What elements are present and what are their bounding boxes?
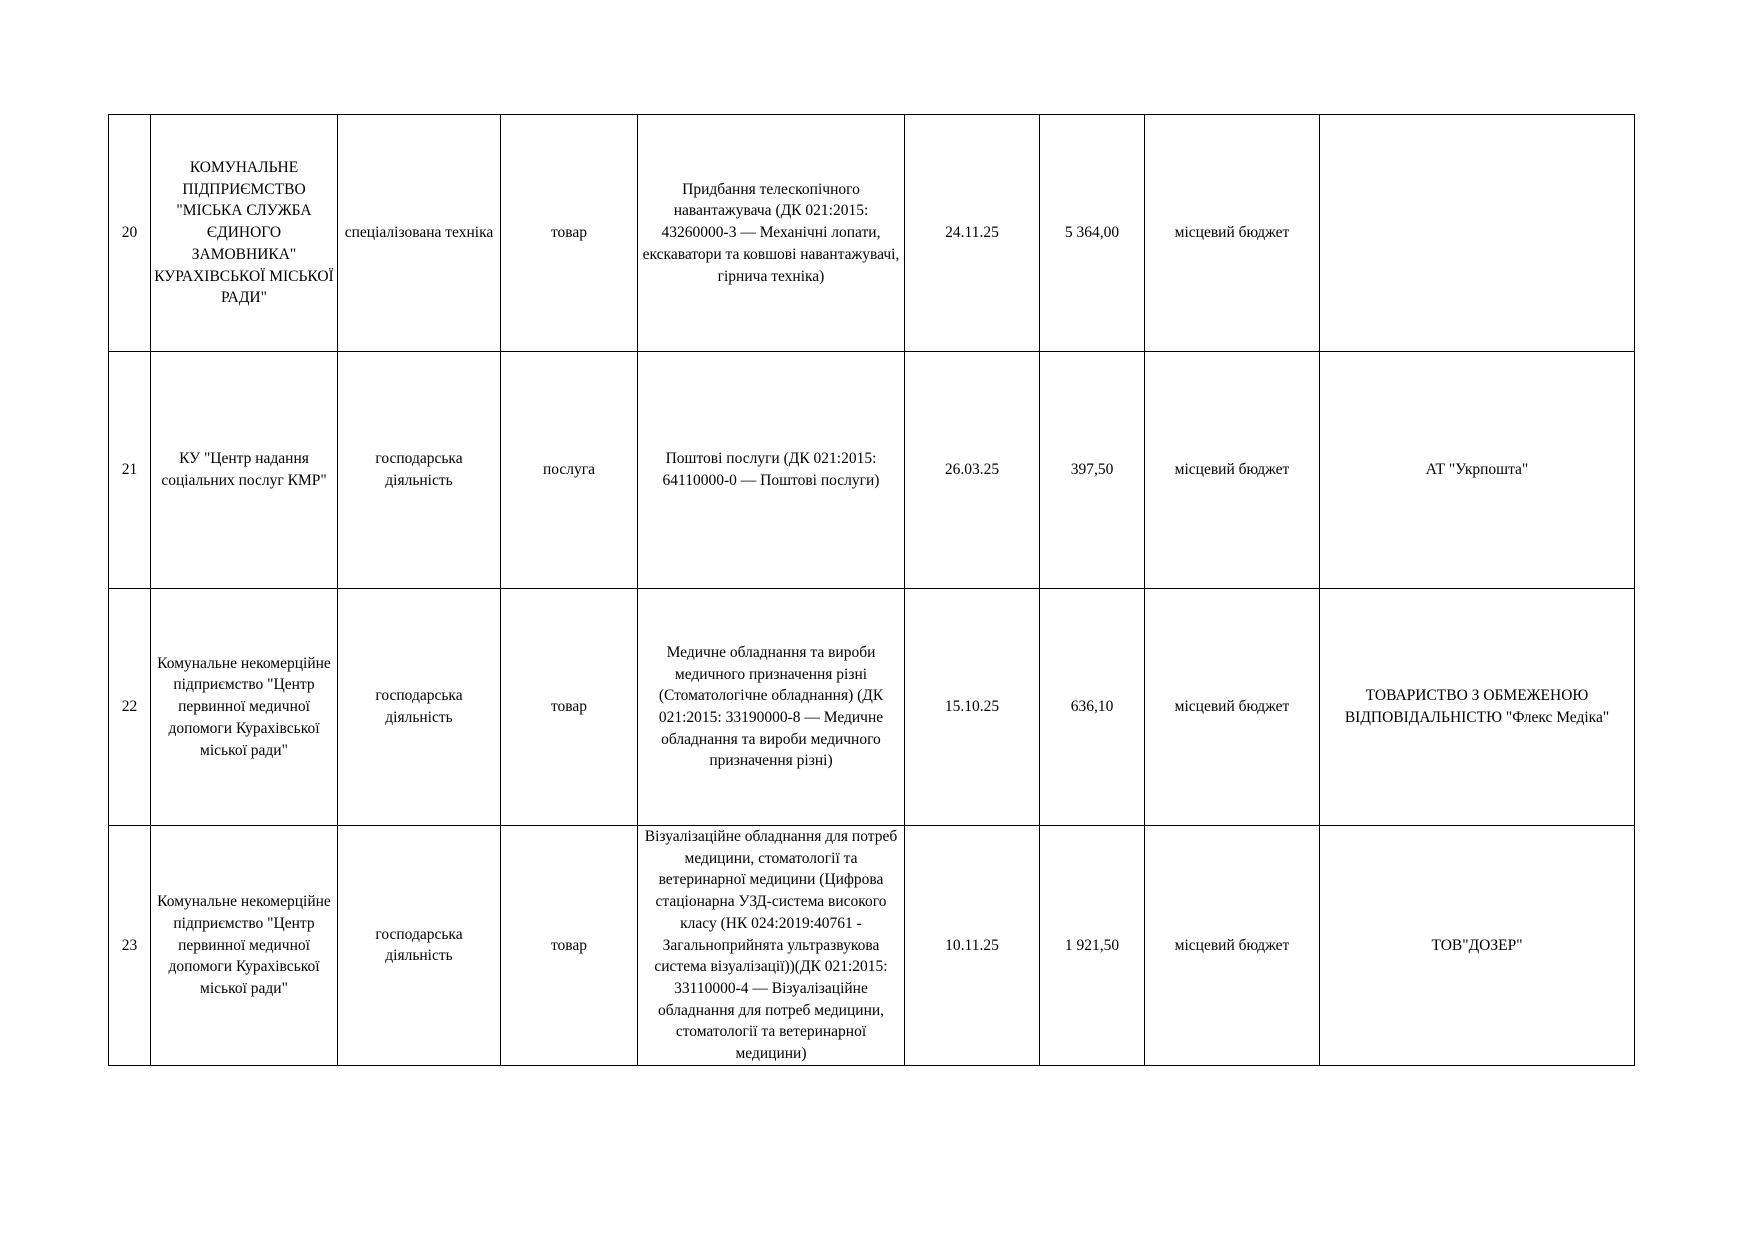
table-row [109,826,1635,1066]
subject-cell: Медичне обладнання та вироби медичного призначення різні (Стоматологічне обладнання) (ДК 021:2015: 33190000-8 — Медичне обладнання та вироби медичного призначення різні) [638,589,905,826]
date-cell: 24.11.25 [905,115,1040,352]
amount-cell: 636,10 [1040,589,1145,826]
activity-cell: господарська діяльність [338,826,501,1066]
row-number: 21 [109,352,151,589]
amount-cell: 5 364,00 [1040,115,1145,352]
customer-cell: КУ "Центр надання соціальних послуг КМР" [151,352,338,589]
amount-cell: 397,50 [1040,352,1145,589]
subject-cell: Візуалізаційне обладнання для потреб медицини, стоматології та ветеринарної медицини (Цифрова стаціонарна УЗД-система високого класу (НК 024:2019:40761 - Загальноприйнята ультразвукова система візуалізації))(ДК 021:2015: 33110000-4 — Візуалізаційне обладнання для потреб медицини, стоматології та ветеринарної медицини) [638,826,905,1066]
amount-cell: 1 921,50 [1040,826,1145,1066]
customer-cell: Комунальне некомерційне підприємство "Центр первинної медичної допомоги Курахівської міської ради" [151,826,338,1066]
funding-source-cell: місцевий бюджет [1145,826,1320,1066]
activity-cell: господарська діяльність [338,352,501,589]
funding-source-cell: місцевий бюджет [1145,115,1320,352]
date-cell: 26.03.25 [905,352,1040,589]
row-number: 20 [109,115,151,352]
funding-source-cell: місцевий бюджет [1145,352,1320,589]
type-cell: товар [501,826,638,1066]
date-cell: 10.11.25 [905,826,1040,1066]
subject-cell: Поштові послуги (ДК 021:2015: 64110000-0 — Поштові послуги) [638,352,905,589]
customer-cell: КОМУНАЛЬНЕ ПІДПРИЄМСТВО "МІСЬКА СЛУЖБА ЄДИНОГО ЗАМОВНИКА" КУРАХІВСЬКОЇ МІСЬКОЇ РАДИ" [151,115,338,352]
activity-cell: господарська діяльність [338,589,501,826]
supplier-cell: АТ "Укрпошта" [1320,352,1635,589]
activity-cell: спеціалізована техніка [338,115,501,352]
procurement-table [108,114,1635,1066]
supplier-cell [1320,115,1635,352]
date-cell: 15.10.25 [905,589,1040,826]
supplier-cell: ТОВАРИСТВО З ОБМЕЖЕНОЮ ВІДПОВІДАЛЬНІСТЮ "Флекс Медіка" [1320,589,1635,826]
table-row [109,352,1635,589]
row-number: 23 [109,826,151,1066]
row-number: 22 [109,589,151,826]
type-cell: товар [501,115,638,352]
table-row [109,115,1635,352]
type-cell: послуга [501,352,638,589]
type-cell: товар [501,589,638,826]
table-row [109,589,1635,826]
supplier-cell: ТОВ"ДОЗЕР" [1320,826,1635,1066]
funding-source-cell: місцевий бюджет [1145,589,1320,826]
subject-cell: Придбання телескопічного навантажувача (ДК 021:2015: 43260000-3 — Механічні лопати, екскаватори та ковшові навантажувачі, гірнича техніка) [638,115,905,352]
customer-cell: Комунальне некомерційне підприємство "Центр первинної медичної допомоги Курахівської міської ради" [151,589,338,826]
